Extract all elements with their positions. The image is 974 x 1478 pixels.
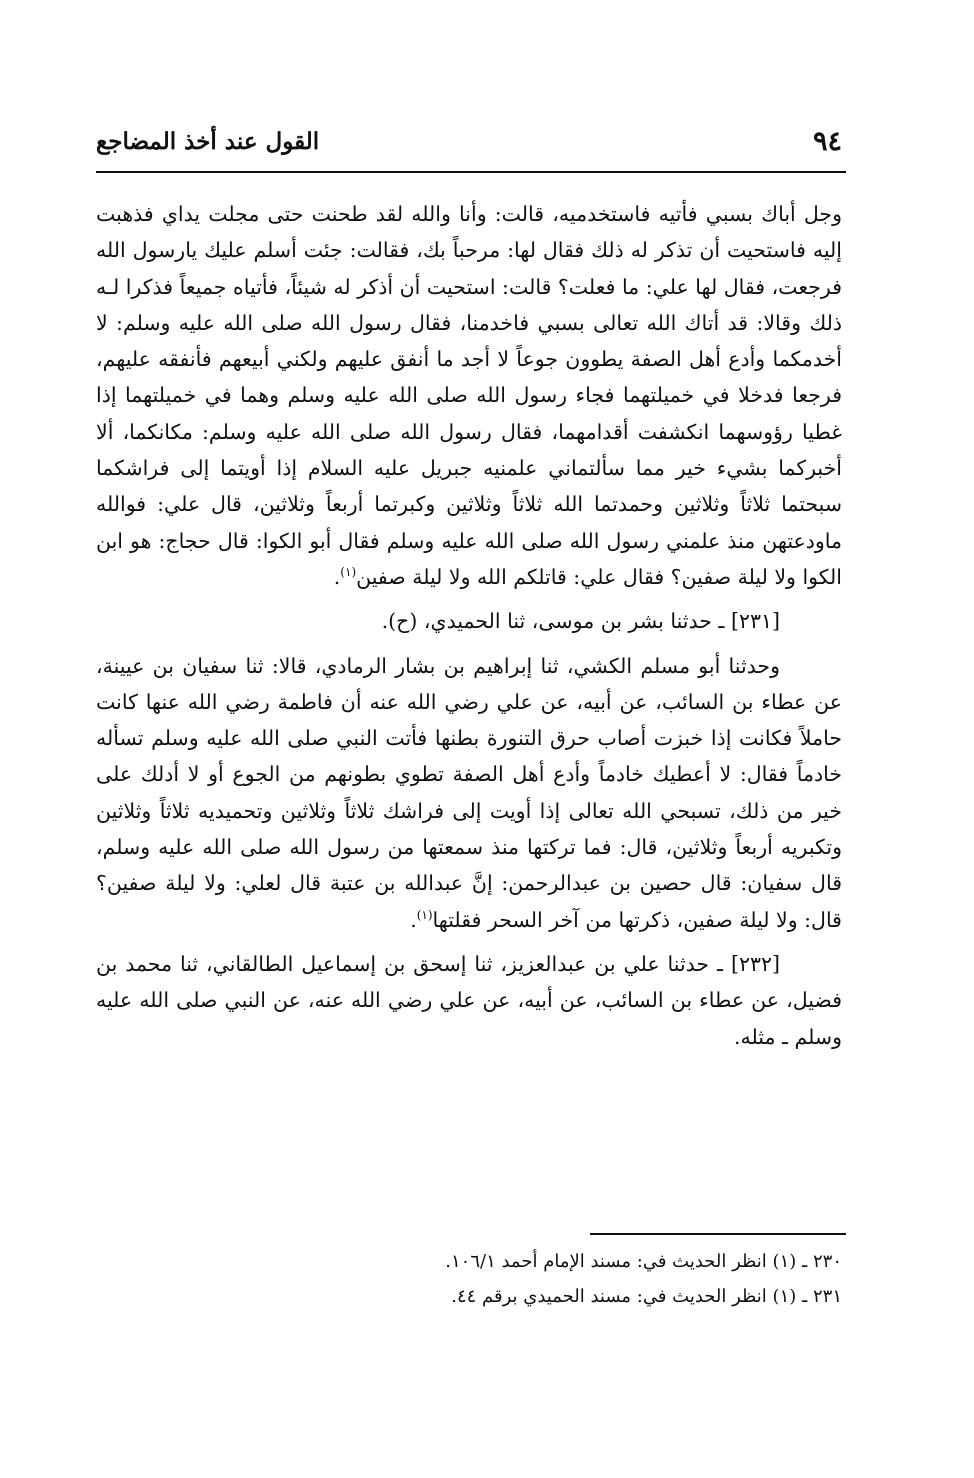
running-title: القول عند أخذ المضاجع [96, 128, 320, 155]
header-rule [96, 171, 846, 173]
paragraph-text: وحدثنا أبو مسلم الكشي، ثنا إبراهيم بن بشار الرمادي، قالا: ثنا سفيان بن عيينة، عن عطاء بن السائب، عن أبيه، عن علي رضي الله عنه أن فاطمة رضي الله عنها كانت حاملاً فكانت إذا خبزت أصاب حرق التنورة بطنها فأتت النبي صلى الله عليه وسلم تسأله خادماً فقال: لا أعطيك خادماً وأدع أهل الصفة تطوي بطونهم من الجوع أو لا أدلك على خير من ذلك، تسبحي الله تعالى إذا أويت إلى فراشك ثلاثاً وثلاثين وتحميديه ثلاثاً وثلاثين وتكبريه أربعاً وثلاثين، قال: فما تركتها منذ سمعتها من رسول الله صلى الله عليه وسلم، قال سفيان: قال حصين بن عبدالرحمن: إنَّ عبدالله بن عتبة قال لعلي: ولا ليلة صفين؟ قال: ولا ليلة صفين، ذكرتها من آخر السحر فقلتها [96, 653, 842, 932]
hadith-231-text: وحدثنا أبو مسلم الكشي، ثنا إبراهيم بن بشار الرمادي، قالا: ثنا سفيان بن عيينة، عن عطاء بن السائب، عن أبيه، عن علي رضي الله عنه أن فاطمة رضي الله عنها كانت حاملاً فكانت إذا خبزت أصاب حرق التنورة بطنها فأتت النبي صلى الله عليه وسلم تسأله خادماً فقال: لا أعطيك خادماً وأدع أهل الصفة تطوي بطونهم من الجوع أو لا أدلك على خير من ذلك، تسبحي الله تعالى إذا أويت إلى فراشك ثلاثاً وثلاثين وتحميديه ثلاثاً وثلاثين وتكبريه أربعاً وثلاثين، قال: فما تركتها منذ سمعتها من رسول الله صلى الله عليه وسلم، قال سفيان: قال حصين بن عبدالرحمن: إنَّ عبدالله بن عتبة قال لعلي: ولا ليلة صفين؟ قال: ولا ليلة صفين، ذكرتها من آخر السحر فقلتها$^{(١)}$. [96, 653, 842, 932]
page-header [96, 126, 842, 166]
footnote-ref: (١) [340, 565, 357, 580]
paragraph-text: وجل أباك بسبي فأتيه فاستخدميه، قالت: وأنا والله لقد طحنت حتى مجلت يداي فذهبت إليه فاستحيت أن تذكر له ذلك فقال لها: مرحباً بك، فقالت: جئت أسلم عليك يارسول الله فرجعت، فقال لها علي: ما فعلت؟ قالت: استحيت أن أذكر له شيئاً، فأتياه جميعاً فذكرا لـه ذلك وقالا: قد أتاك الله تعالى بسبي فاخدمنا، فقال رسول الله صلى الله عليه وسلم: لا أخدمكما وأدع أهل الصفة يطوون جوعاً لا أجد ما أنفق عليهم ولكني أبيعهم فأنفقه عليهم، فرجعا فدخلا في خميلتهما فجاء رسول الله صلى الله عليه وسلم وهما في خميلتهما إذا غطيا رؤوسهما انكشفت أقدامهما، فقال رسول الله صلى الله عليه وسلم: مكانكما، ألا أخبركما بشيء خير مما سألتماني علمنيه جبريل عليه السلام إذا أويتما إلى فراشكما سبحتما ثلاثاً وثلاثين وحمدتما الله ثلاثاً وثلاثين وكبرتما أربعاً وثلاثين، قال علي: فوالله ماودعتهن منذ علمني رسول الله صلى الله عليه وسلم فقال أبو الكوا: قال حجاج: هو ابن الكوا ولا ليلة صفين؟ فقال علي: قاتلكم الله ولا ليلة صفين [96, 202, 842, 589]
footnote-item: ٢٣١ ـ (١) انظر الحديث في: مسند الحميدي برقم ٤٤. [451, 1286, 842, 1307]
footnote-ref: (١) [416, 907, 433, 922]
main-text [96, 196, 842, 1055]
footnotes [96, 1244, 842, 1314]
hadith-232-text: [٢٣٢] ـ حدثنا علي بن عبدالعزيز، ثنا إسحق بن إسماعيل الطالقاني، ثنا محمد بن فضيل، عن عطاء بن السائب، عن أبيه، عن علي رضي الله عنه، عن النبي صلى الله عليه وسلم ـ مثله. [96, 951, 842, 1049]
hadith-231-heading: [٢٣١] ـ حدثنا بشر بن موسى، ثنا الحميدي، (ح). [381, 609, 780, 634]
paragraph-continuation: وجل أباك بسبي فأتيه فاستخدميه، قالت: وأنا والله لقد طحنت حتى مجلت يداي فذهبت إليه فاستحيت أن تذكر له ذلك فقال لها: مرحباً بك، فقالت: جئت أسلم عليك يارسول الله فرجعت، فقال لها علي: ما فعلت؟ قالت: استحيت أن أذكر له شيئاً، فأتياه جميعاً فذكرا لـه ذلك وقالا: قد أتاك الله تعالى بسبي فاخدمنا، فقال رسول الله صلى الله عليه وسلم: لا أخدمكما وأدع أهل الصفة يطوون جوعاً لا أجد ما أنفق عليهم ولكني أبيعهم فأنفقه عليهم، فرجعا فدخلا في خميلتهما فجاء رسول الله صلى الله عليه وسلم وهما في خميلتهما إذا غطيا رؤوسهما انكشفت أقدامهما، فقال رسول الله صلى الله عليه وسلم: مكانكما، ألا أخبركما بشيء خير مما سألتماني علمنيه جبريل عليه السلام إذا أويتما إلى فراشكما سبحتما ثلاثاً وثلاثين وحمدتما الله ثلاثاً وثلاثين وكبرتما أربعاً وثلاثين، قال علي: فوالله ماودعتهن منذ علمني رسول الله صلى الله عليه وسلم فقال أبو الكوا: قال حجاج: هو ابن الكوا ولا ليلة صفين؟ فقال علي: قاتلكم الله ولا ليلة صفين$^{(١)}$. [96, 202, 842, 589]
page-number: ٩٤ [812, 126, 842, 157]
footnote-rule [590, 1233, 846, 1235]
footnote-item: ٢٣٠ ـ (١) انظر الحديث في: مسند الإمام أحمد ١٠٦/١. [445, 1251, 842, 1272]
